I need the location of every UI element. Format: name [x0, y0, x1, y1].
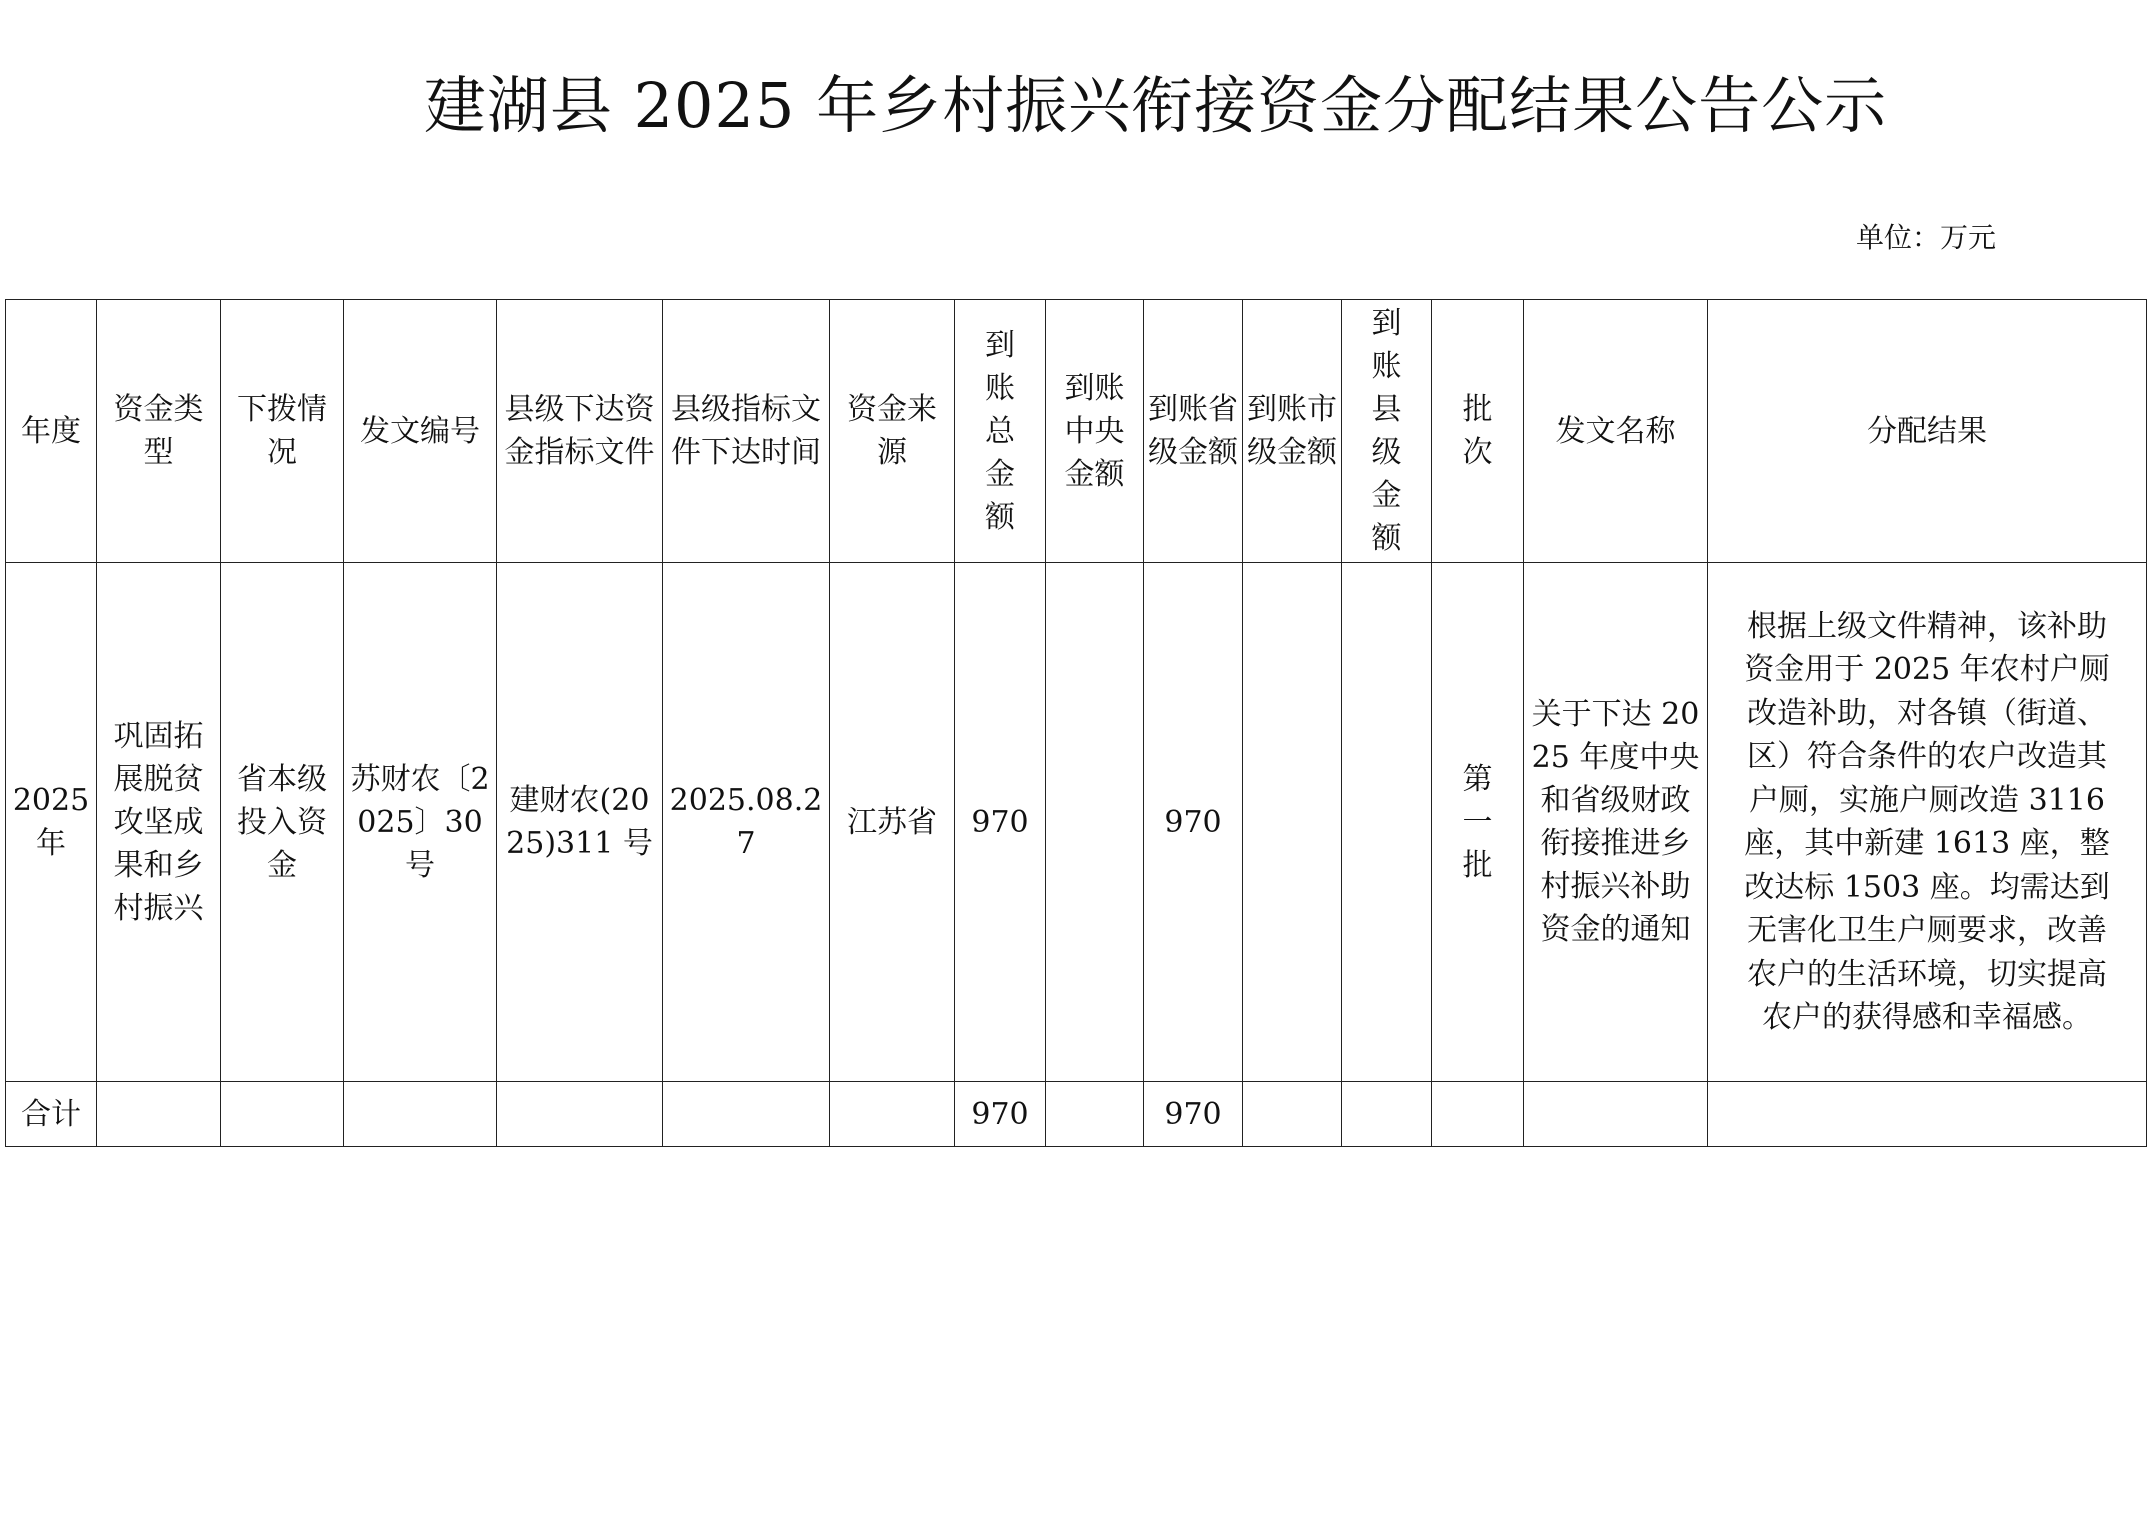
cell-county-amount — [1342, 563, 1432, 1082]
totals-label: 合计 — [6, 1082, 97, 1147]
totals-cell-central — [1046, 1082, 1144, 1147]
header-doc-number: 发文编号 — [344, 300, 497, 563]
cell-source: 江苏省 — [830, 563, 955, 1082]
header-year: 年度 — [6, 300, 97, 563]
cell-central-amount — [1046, 563, 1144, 1082]
header-batch-text: 批次 — [1462, 392, 1493, 470]
cell-doc-title: 关于下达 2025 年度中央和省级财政衔接推进乡村振兴补助资金的通知 — [1524, 563, 1708, 1082]
cell-total-amount: 970 — [955, 563, 1046, 1082]
header-total-amount — [955, 300, 1046, 563]
header-fund-type: 资金类型 — [97, 300, 221, 563]
cell-allocation: 省本级投入资金 — [221, 563, 344, 1082]
header-doc-title: 发文名称 — [1524, 300, 1708, 563]
totals-cell-batch — [1432, 1082, 1524, 1147]
cell-provincial-amount: 970 — [1144, 563, 1243, 1082]
cell-batch — [1432, 563, 1524, 1082]
allocation-table — [5, 299, 2147, 1147]
header-batch — [1432, 300, 1524, 563]
table-row — [6, 563, 2147, 1082]
cell-fund-type: 巩固拓展脱贫攻坚成果和乡村振兴 — [97, 563, 221, 1082]
totals-cell-city — [1243, 1082, 1342, 1147]
header-issue-date: 县级指标文件下达时间 — [663, 300, 830, 563]
cell-issue-date: 2025.08.27 — [663, 563, 830, 1082]
totals-cell-fund-type — [97, 1082, 221, 1147]
header-county-amount — [1342, 300, 1432, 563]
unit-label: 单位：万元 — [1856, 221, 1997, 254]
cell-year: 2025 年 — [6, 563, 97, 1082]
totals-row — [6, 1082, 2147, 1147]
cell-county-doc: 建财农(2025)311 号 — [497, 563, 663, 1082]
header-row — [6, 300, 2147, 563]
header-city-amount: 到账市级金额 — [1243, 300, 1342, 563]
header-county-amount-text: 到账县级金额 — [1371, 306, 1402, 556]
document-title: 建湖县 2025 年乡村振兴衔接资金分配结果公告公示 — [423, 69, 1888, 142]
header-central-amount: 到账中央金额 — [1046, 300, 1144, 563]
totals-cell-issue-date — [663, 1082, 830, 1147]
totals-cell-allocation — [221, 1082, 344, 1147]
header-result: 分配结果 — [1708, 300, 2147, 563]
totals-cell-doc-title — [1524, 1082, 1708, 1147]
header-allocation: 下拨情况 — [221, 300, 344, 563]
totals-cell-doc-number — [344, 1082, 497, 1147]
cell-city-amount — [1243, 563, 1342, 1082]
cell-batch-text: 第一批 — [1462, 761, 1493, 883]
totals-cell-result — [1708, 1082, 2147, 1147]
totals-provincial-amount: 970 — [1144, 1082, 1243, 1147]
totals-cell-county — [1342, 1082, 1432, 1147]
cell-result: 根据上级文件精神，该补助资金用于 2025 年农村户厕改造补助，对各镇（街道、区）符合条件的农户改造其户厕，实施户厕改造 3116 座，其中新建 1613 座，整改达标 1503 座。均需达到无害化卫生户厕要求，改善农户的生活环境，切实提高农户的获得感和幸福感。 — [1708, 563, 2147, 1082]
header-source: 资金来源 — [830, 300, 955, 563]
totals-cell-source — [830, 1082, 955, 1147]
totals-cell-county-doc — [497, 1082, 663, 1147]
header-county-doc: 县级下达资金指标文件 — [497, 300, 663, 563]
totals-total-amount: 970 — [955, 1082, 1046, 1147]
header-provincial-amount: 到账省级金额 — [1144, 300, 1243, 563]
header-total-amount-text: 到账总金额 — [985, 327, 1015, 535]
cell-doc-number: 苏财农〔2025〕30 号 — [344, 563, 497, 1082]
